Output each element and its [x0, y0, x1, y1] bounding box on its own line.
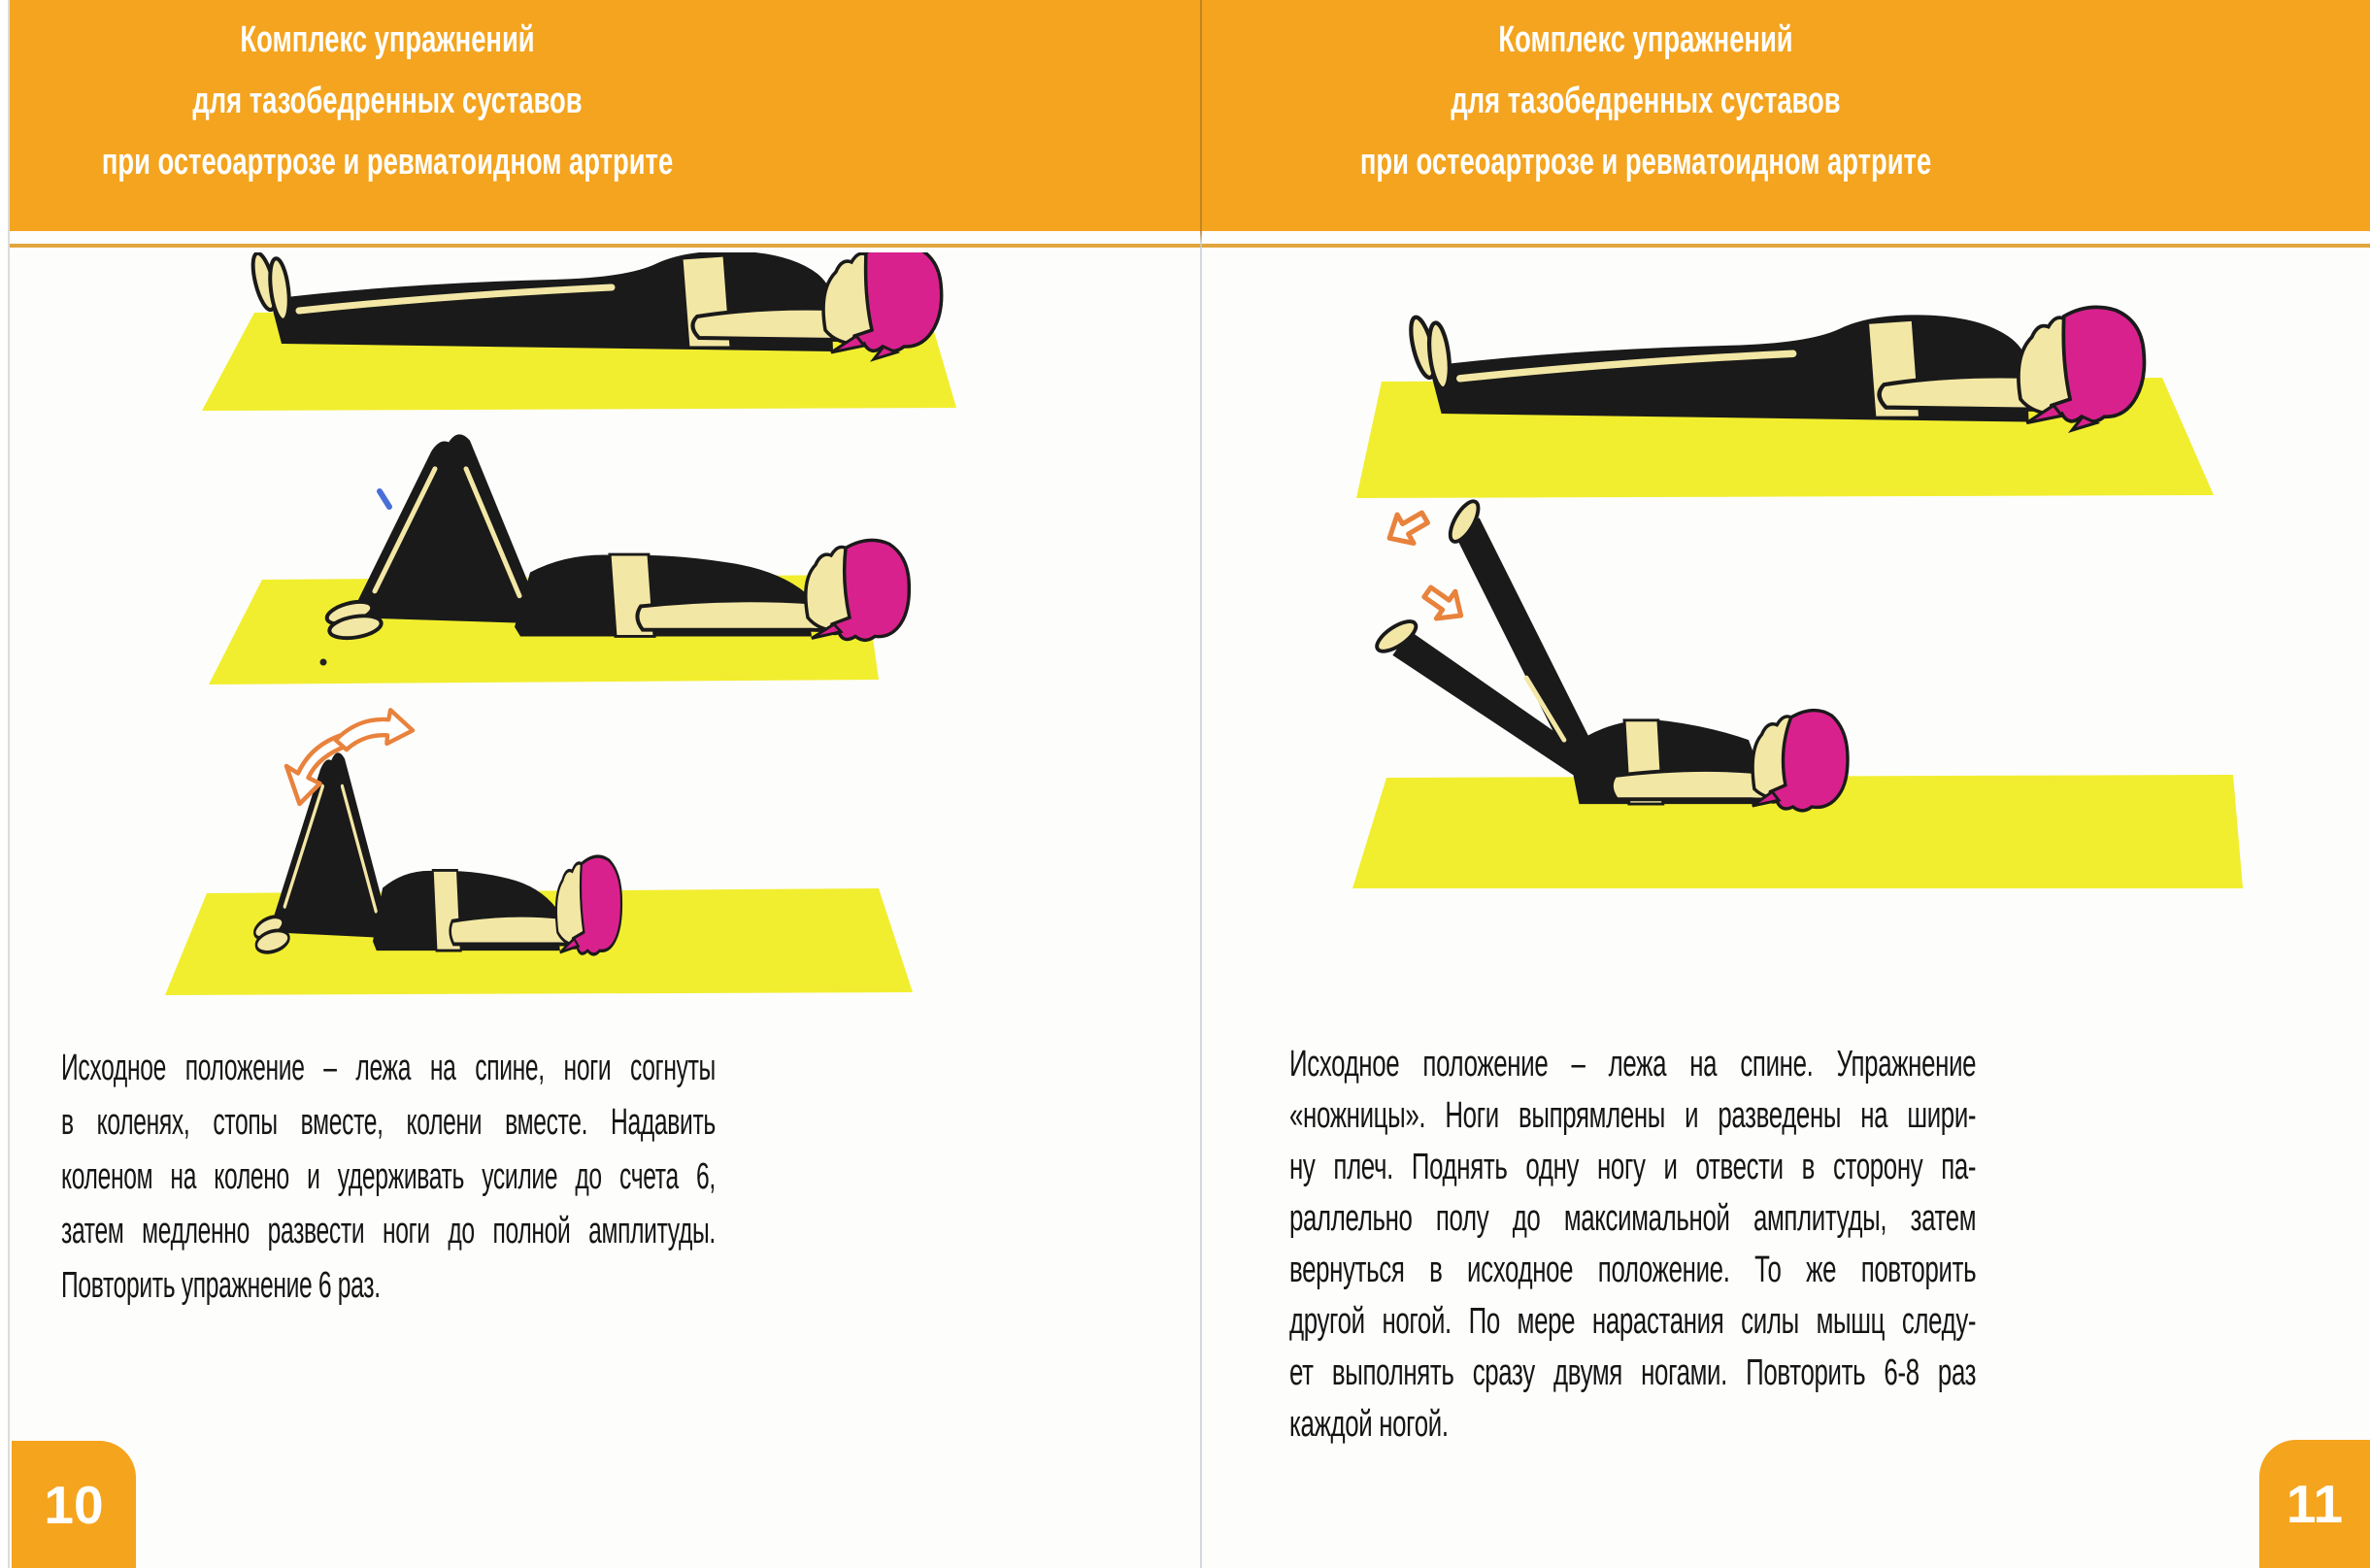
body-text-line: раллельно полу до максимальной амплитуды, затем: [1289, 1198, 1977, 1239]
title-line: при остеоартрозе и ревматоидном артрите: [101, 142, 674, 183]
body-text-line: Повторить упражнение 6 раз.: [61, 1265, 381, 1306]
title-line: Комплекс упражнений: [1498, 19, 1793, 60]
exercise-description-left: [61, 1041, 716, 1313]
page-number: 11: [2286, 1474, 2344, 1534]
body-text-line: ет выполнять сразу двумя ногами. Повторить 6-8 раз: [1289, 1352, 1977, 1393]
page-number: 10: [44, 1474, 104, 1535]
motion-arrow-icon: [336, 710, 413, 750]
body-text-line: вернуться в исходное положение. То же повторить: [1289, 1250, 1977, 1290]
body-text-line: Исходное положение – лежа на спине, ноги согнуты: [61, 1048, 716, 1088]
illustration-supine-right: [1340, 272, 2233, 510]
motion-arrow-icon: [1418, 579, 1470, 629]
illustration-knees-bent-left: [165, 417, 922, 699]
title-line: для тазобедренных суставов: [1451, 81, 1841, 121]
body-text-line: каждой ногой.: [1289, 1404, 1449, 1445]
motion-arrow-icon: [1382, 504, 1433, 552]
header-rule: [10, 244, 2370, 248]
body-text-line: затем медленно развести ноги до полной амплитуды.: [61, 1211, 716, 1251]
body-text-line: Исходное положение – лежа на спине. Упражнение: [1289, 1044, 1977, 1084]
body-text-line: ну плеч. Поднять одну ногу и отвести в сторону па-: [1289, 1147, 1977, 1187]
page-number-tab-left: [12, 1441, 136, 1568]
body-text-line: другой ногой. По мере нарастания силы мышц следу-: [1289, 1301, 1977, 1342]
title-line: при остеоартрозе и ревматоидном артрите: [1359, 142, 1932, 183]
page-title-right: [1296, 10, 1995, 193]
title-line: Комплекс упражнений: [240, 19, 535, 60]
illustration-supine-left: [165, 252, 971, 427]
illustration-knees-bent-arrows-left: [126, 689, 932, 1010]
page-title-left: [38, 10, 737, 193]
title-line: для тазобедренных суставов: [192, 81, 583, 121]
body-text-line: в коленях, стопы вместе, колени вместе. Надавить: [61, 1102, 716, 1143]
body-text-line: «ножницы». Ноги выпрямлены и разведены на шири-: [1289, 1095, 1977, 1136]
exercise-description-right: [1289, 1039, 1976, 1451]
illustration-legs-raised-right: [1340, 485, 2253, 903]
scan-edge-line: [8, 0, 10, 1568]
ink-speck: [320, 659, 327, 666]
pen-mark: [380, 491, 389, 507]
page-number-tab-right: [2259, 1440, 2370, 1568]
booklet-fold-line: [1200, 0, 1202, 1568]
body-text-line: коленом на колено и удерживать усилие до счета 6,: [61, 1156, 716, 1197]
